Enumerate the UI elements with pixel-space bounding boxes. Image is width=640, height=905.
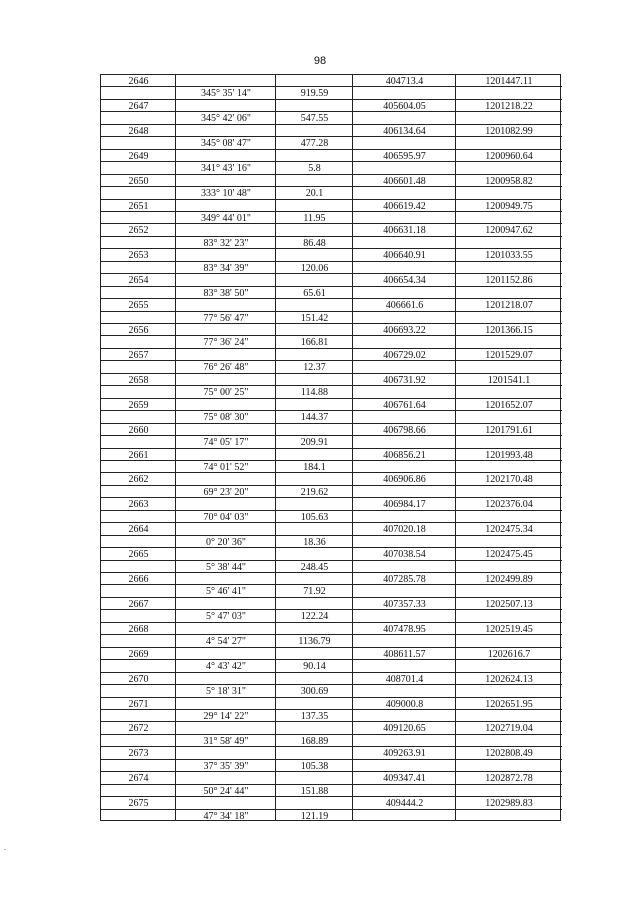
measure-mid-divider [176,360,353,361]
coordinate-x: 406906.86 [383,474,426,486]
coordinate-y: 1201082.99 [485,125,533,137]
row-divider [101,522,562,523]
bearing-value: 75° 00' 25" [203,387,249,399]
measure-mid-divider [176,236,353,237]
coordinate-y: 1201218.22 [485,100,533,112]
distance-value: 1136.79 [298,636,331,648]
measure-mid-divider [176,211,353,212]
coordinate-y: 1200949.75 [485,200,533,212]
coordinate-y: 1201152.86 [485,275,533,287]
coordinate-y: 1201791.61 [485,424,533,436]
measure-mid-divider [176,684,353,685]
measure-mid-divider [176,634,353,635]
bearing-value: 77° 56' 47" [203,312,249,324]
station-number: 2652 [128,225,149,237]
distance-value: 12.37 [303,362,326,374]
coordinate-x: 407357.33 [383,598,426,610]
station-number: 2661 [128,449,149,461]
distance-value: 90.14 [303,661,326,673]
coordinate-y: 1200958.82 [485,175,533,187]
station-number: 2655 [128,300,149,312]
station-number: 2667 [128,598,149,610]
bearing-value: 0° 20' 36" [206,536,246,548]
measure-mid-divider [176,784,353,785]
bearing-value: 345° 35' 14" [201,88,251,100]
bearing-value: 75° 08' 30" [203,412,249,424]
bearing-value: 83° 38' 50" [203,287,249,299]
coordinate-y: 1202624.13 [485,673,533,685]
row-divider [101,746,562,747]
station-number: 2672 [128,723,149,735]
bearing-value: 47° 34' 18" [203,810,249,822]
distance-value: 86.48 [303,237,326,249]
distance-value: 120.06 [300,262,329,274]
coordinate-y: 1202499.89 [485,574,533,585]
bearing-value: 5° 46' 41" [206,586,246,598]
bearing-value: 333° 10' 48" [201,188,251,200]
bearing-value: 83° 32' 23" [203,237,249,249]
row-divider [101,273,562,274]
coordinate-y: 1202475.45 [485,549,533,561]
measure-mid-divider [176,734,353,735]
coordinate-x: 406640.91 [383,250,426,262]
bearing-value: 4° 54' 27" [206,636,246,648]
station-number: 2650 [128,175,149,187]
row-divider [101,672,562,673]
coordinate-x: 406661.6 [385,300,424,312]
coordinate-x: 406761.64 [383,399,426,411]
coordinate-x: 406631.18 [383,225,426,237]
row-divider [101,647,562,648]
distance-value: 18.36 [303,536,326,548]
station-number: 2670 [128,673,149,685]
row-divider [101,597,562,598]
row-divider [101,99,562,100]
measure-mid-divider [176,111,353,112]
bearing-value: 5° 38' 44" [206,561,246,573]
bearing-value: 341° 43' 16" [201,163,251,175]
measure-mid-divider [176,460,353,461]
coordinate-x: 405604.05 [383,100,426,112]
distance-value: 5.8 [308,163,321,175]
coordinate-x: 406729.02 [383,349,426,361]
distance-value: 137.35 [300,710,329,722]
coordinate-x: 409263.91 [383,748,426,760]
coordinate-y: 1202808.49 [485,748,533,760]
coordinate-y: 1200947.62 [485,225,533,237]
measure-mid-divider [176,584,353,585]
coordinate-y: 1202507.13 [485,598,533,610]
bearing-value: 76° 26' 48" [203,362,249,374]
coordinate-x: 406693.22 [383,325,426,336]
coordinate-x: 408701.4 [385,673,424,685]
distance-value: 219.62 [300,486,329,498]
coordinate-y: 1202616.7 [487,648,531,660]
station-number: 2659 [128,399,149,411]
bearing-value: 74° 05' 17" [203,437,249,449]
coordinate-y: 1202170.48 [485,474,533,486]
distance-value: 547.55 [300,113,329,125]
coordinate-x: 406601.48 [383,175,426,187]
coordinate-x: 407285.78 [383,574,426,585]
station-number: 2657 [128,349,149,361]
coordinate-x: 406595.97 [383,150,426,162]
coordinate-x: 404713.4 [385,76,424,87]
station-number: 2658 [128,374,149,386]
distance-value: 477.28 [300,138,329,150]
coordinate-y: 1202475.34 [485,524,533,536]
row-divider [101,497,562,498]
measure-mid-divider [176,161,353,162]
station-number: 2653 [128,250,149,262]
distance-value: 11.95 [303,212,326,224]
measure-mid-divider [176,659,353,660]
row-divider [101,572,562,573]
margin-mark: . [4,843,6,852]
bearing-value: 345° 08' 47" [201,138,251,150]
row-divider [101,149,562,150]
distance-value: 71.92 [303,586,326,598]
bearing-value: 37° 35' 39" [203,760,249,772]
measure-mid-divider [176,410,353,411]
distance-value: 65.61 [303,287,326,299]
row-divider [101,323,562,324]
row-divider [101,248,562,249]
row-divider [101,697,562,698]
station-number: 2654 [128,275,149,287]
station-number: 2673 [128,748,149,760]
row-divider [101,348,562,349]
distance-value: 114.88 [300,387,329,399]
bearing-value: 69° 23' 20" [203,486,249,498]
station-number: 2649 [128,150,149,162]
measure-mid-divider [176,435,353,436]
row-divider [101,223,562,224]
row-divider [101,373,562,374]
station-number: 2646 [128,76,149,87]
measure-mid-divider [176,286,353,287]
measure-mid-divider [176,311,353,312]
measure-mid-divider [176,186,353,187]
bearing-value: 50° 24' 44" [203,785,249,797]
page-number: 98 [313,55,327,67]
measure-mid-divider [176,485,353,486]
row-divider [101,796,562,797]
coordinate-x: 407020.18 [383,524,426,536]
row-divider [101,448,562,449]
station-number: 2662 [128,474,149,486]
distance-value: 919.59 [300,88,329,100]
measure-mid-divider [176,759,353,760]
coordinate-table [100,74,561,821]
distance-value: 144.37 [300,412,329,424]
coordinate-y: 1202651.95 [485,698,533,710]
coordinate-x: 409120.65 [383,723,426,735]
measure-mid-divider [176,86,353,87]
coordinate-x: 406798.66 [383,424,426,436]
station-number: 2660 [128,424,149,436]
distance-value: 20.1 [305,188,324,200]
row-divider [101,721,562,722]
bearing-value: 349° 44' 01" [201,212,251,224]
row-divider [101,174,562,175]
coordinate-y: 1201529.07 [485,349,533,361]
measure-mid-divider [176,560,353,561]
bearing-value: 83° 34' 39" [203,262,249,274]
row-divider [101,398,562,399]
row-divider [101,547,562,548]
coordinate-y: 1202989.83 [485,798,533,810]
station-number: 2651 [128,200,149,212]
measure-mid-divider [176,261,353,262]
row-divider [101,124,562,125]
station-number: 2674 [128,773,149,785]
coordinate-y: 1202719.04 [485,723,533,735]
distance-value: 209.91 [300,437,329,449]
coordinate-x: 406619.42 [383,200,426,212]
distance-value: 151.42 [300,312,329,324]
measure-mid-divider [176,809,353,810]
station-number: 2663 [128,499,149,511]
bearing-value: 74° 01' 52" [203,461,249,473]
measure-mid-divider [176,609,353,610]
station-number: 2648 [128,125,149,137]
bearing-value: 5° 18' 31" [206,686,246,698]
coordinate-y: 1201218.07 [485,300,533,312]
distance-value: 168.89 [300,735,329,747]
coordinate-y: 1201033.55 [485,250,533,262]
coordinate-x: 409347.41 [383,773,426,785]
row-divider [101,423,562,424]
coordinate-x: 406731.92 [383,374,426,386]
distance-value: 105.63 [300,511,329,523]
measure-mid-divider [176,535,353,536]
distance-value: 248.45 [300,561,329,573]
bearing-value: 345° 42' 06" [201,113,251,125]
station-number: 2665 [128,549,149,561]
distance-value: 166.81 [300,337,329,349]
bearing-value: 31° 58' 49" [203,735,249,747]
row-divider [101,771,562,772]
distance-value: 151.88 [300,785,329,797]
measure-mid-divider [176,335,353,336]
coordinate-x: 406856.21 [383,449,426,461]
coordinate-x: 407478.95 [383,623,426,635]
coordinate-x: 406134.64 [383,125,426,137]
measure-mid-divider [176,385,353,386]
coordinate-y: 1201366.15 [485,325,533,336]
distance-value: 300.69 [300,686,329,698]
coordinate-x: 407038.54 [383,549,426,561]
distance-value: 122.24 [300,611,329,623]
bearing-value: 77° 36' 24" [203,337,249,349]
station-number: 2668 [128,623,149,635]
coordinate-x: 409000.8 [385,698,424,710]
coordinate-y: 1200960.64 [485,150,533,162]
coordinate-x: 406654.34 [383,275,426,287]
measure-mid-divider [176,136,353,137]
coordinate-x: 406984.17 [383,499,426,511]
coordinate-y: 1202872.78 [485,773,533,785]
bearing-value: 70° 04' 03" [203,511,249,523]
station-number: 2664 [128,524,149,536]
coordinate-y: 1201993.48 [485,449,533,461]
station-number: 2669 [128,648,149,660]
measure-mid-divider [176,510,353,511]
coordinate-y: 1201447.11 [485,76,533,87]
coordinate-x: 409444.2 [385,798,424,810]
station-number: 2666 [128,574,149,585]
row-divider [101,472,562,473]
row-divider [101,298,562,299]
station-number: 2647 [128,100,149,112]
measure-mid-divider [176,709,353,710]
bearing-value: 29° 14' 22" [203,710,249,722]
station-number: 2671 [128,698,149,710]
coordinate-y: 1202376.04 [485,499,533,511]
coordinate-x: 408611.57 [383,648,426,660]
row-divider [101,622,562,623]
distance-value: 121.19 [300,810,329,822]
bearing-value: 5° 47' 03" [206,611,246,623]
station-number: 2675 [128,798,149,810]
station-number: 2656 [128,325,149,336]
distance-value: 184.1 [303,461,326,473]
coordinate-y: 1202519.45 [485,623,533,635]
row-divider [101,199,562,200]
distance-value: 105.38 [300,760,329,772]
bearing-value: 4° 43' 42" [206,661,246,673]
coordinate-y: 1201541.1 [487,374,531,386]
coordinate-y: 1201652.07 [485,399,533,411]
